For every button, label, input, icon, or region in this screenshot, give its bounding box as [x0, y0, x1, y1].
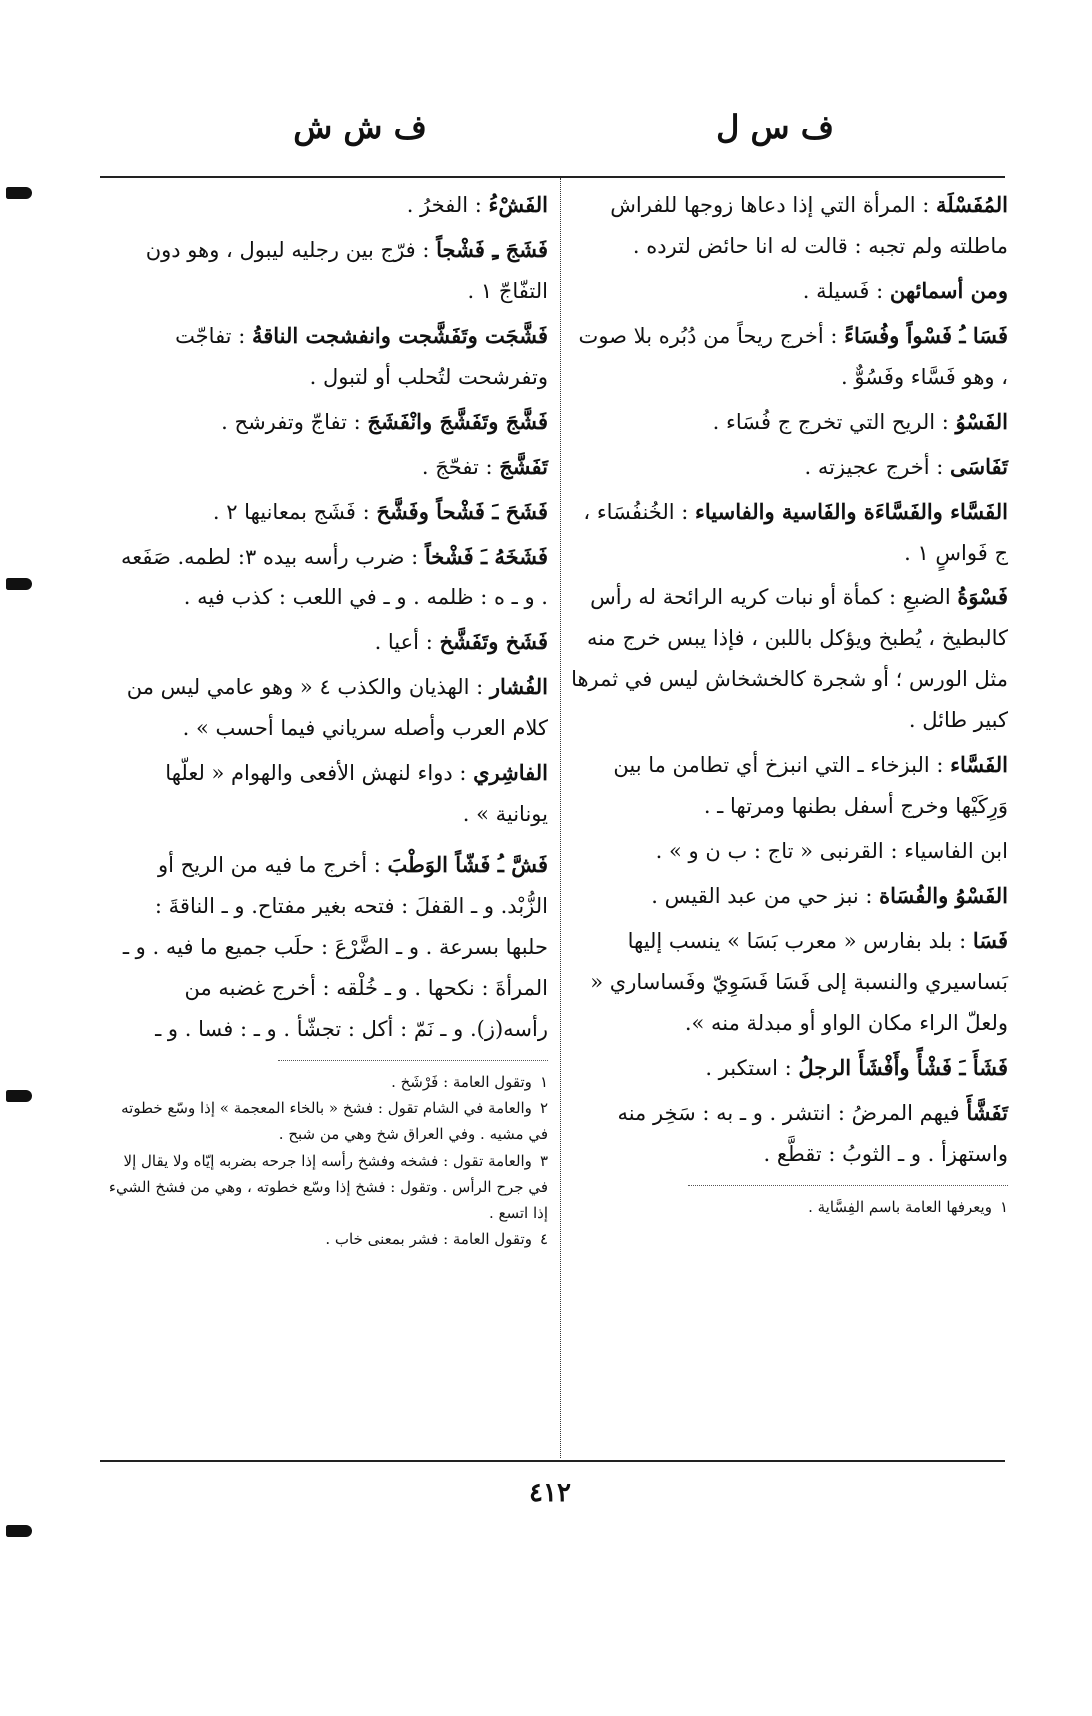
entry-headword: الفَسَّاء — [950, 752, 1008, 778]
footnote-number: ١ — [539, 1072, 548, 1091]
entry — [568, 745, 1008, 827]
entry — [108, 230, 548, 312]
left-column — [108, 185, 548, 1253]
entry — [568, 1093, 1008, 1175]
entry-definition: : البزخاء ـ التي انبزخ أي تطامن ما بين وَرِكَيْها وخرج أسفل بطنها ومرتها ـ . — [613, 753, 1008, 819]
entry-definition: : الخُنفُسَاء ، ج فَواسٍ ١ . — [583, 499, 1008, 565]
entry-definition: : فَسيلة . — [802, 278, 890, 303]
entry — [568, 447, 1008, 488]
entry-headword: تَفَشَّجَ — [499, 453, 548, 479]
entry-headword: الفَسَّاء والفَسَّاءَة والفَاسية والفاسياء — [695, 498, 1008, 524]
footnote — [108, 1148, 548, 1227]
entry-definition: : فرّج بين رجليه ليبول ، وهو دون التفّاجّ ١ . — [145, 237, 548, 303]
entry-definition: : الفخرُ . — [406, 193, 489, 217]
margin-mark — [6, 1525, 32, 1537]
entry — [568, 577, 1008, 741]
entry-definition: الضبعِ : كمأة أو نبات كريه الرائحة له رأس كالبطيخ ، يُطبخ ويؤكل باللبن ، فإذا يبس خرج منه مثل الورس ؛ أو شجرة كالخشخاش ليس في ثمرها كبير طائل . — [571, 585, 1008, 733]
entry-definition: : المرأة التي إذا دعاها زوجها للفراش ماطلته ولم تجبه : قالت له انا حائض لترده . — [610, 193, 1008, 258]
entry — [108, 492, 548, 533]
footnote — [108, 1095, 548, 1148]
entry-definition: : تفاجّت وتفرشحت لتُحلب أو لتبول . — [175, 323, 548, 389]
entry — [108, 667, 548, 749]
top-rule — [100, 176, 1005, 178]
entry-headword: المُفَسْلَة — [936, 192, 1008, 217]
entry-headword: تَفَاسَى — [950, 453, 1008, 479]
footnote-number: ٤ — [539, 1230, 548, 1249]
entry-definition: : ضرب رأسه بيده ٣: لطمه. صَفَعه . و ـ ه : ظلمه . و ـ في اللعب : كذب فيه . — [120, 544, 548, 610]
entry — [568, 831, 1008, 872]
entry-definition: : الهذيان والكذب ٤ « وهو عامي ليس من كلام العرب وأصله سرياني فيما أحسب » . — [126, 675, 548, 741]
footnote-text: ويعرفها العامة باسم الفِسَّاية . — [808, 1197, 992, 1216]
footnote-separator — [278, 1060, 548, 1061]
entry-headword: فَشَّجَت وتَفَشَّجت وانفشجت الناقةُ — [251, 322, 548, 348]
bottom-rule — [100, 1460, 1005, 1462]
entry — [108, 185, 548, 226]
margin-mark — [6, 187, 32, 199]
footnote-number: ١ — [999, 1197, 1008, 1216]
entry-definition: : نبز حي من عبد القيس . — [651, 884, 880, 908]
entry — [568, 492, 1008, 574]
entry-definition: : أخرج ريحاً من دُبُره بلا صوت ، وهو فَسَّاء وفَسُوٌّ . — [578, 323, 1008, 389]
entry-definition: : الريح التي تخرج ج فُسَاء . — [712, 409, 956, 434]
entry-definition: : تفحّجَ . — [421, 454, 500, 479]
entry-definition: : أخرج عجيزته . — [804, 454, 951, 479]
page-header-left: ف ش ش — [293, 108, 427, 146]
entry-definition: : أعيا . — [374, 630, 440, 655]
entry-headword: الفُشار — [489, 674, 548, 700]
footnote-number: ٢ — [539, 1099, 548, 1117]
entry — [568, 1048, 1008, 1089]
entry — [108, 845, 548, 1050]
margin-mark — [6, 1090, 32, 1102]
entry — [108, 316, 548, 398]
footnote — [568, 1194, 1008, 1220]
margin-mark — [6, 578, 32, 590]
entry-headword: فَشَخَهُ ـَ فَشْخاً — [424, 543, 548, 569]
entry — [108, 402, 548, 443]
entry-headword: ومن أسمائهن — [889, 277, 1008, 303]
entry — [108, 537, 548, 619]
entry-headword: الفَشْءُ — [488, 192, 548, 217]
entry — [568, 185, 1008, 267]
entry-headword: الفاشِري — [473, 760, 548, 786]
page-header-right: ف س ل — [716, 108, 834, 146]
footnote-text: والعامة تقول : فشخه وفشخ رأسه إذا جرحه بضربه إيّاه ولا يقال إلا في جرح الرأس . وتقول : فشخ إذا وسّع خطوته ، وهي من فشخ الشيء إذا اتسع . — [108, 1151, 548, 1222]
page-number: ٤١٢ — [529, 1478, 571, 1508]
entry-definition: فيهم المرضُ : انتشر . و ـ به : سَخِر منه واستهزأ . و ـ الثوبُ : تقطَّع . — [617, 1100, 1008, 1166]
entry-definition: : أخرج ما فيه من الريح أو الزُّبْد. و ـ القفلَ : فتحه بغير مفتاح. و ـ الناقةَ : حلبها بسرعة . و ـ الضَّرْعَ : حلَب جميع ما فيه . و ـ المرأةَ : نكحها . و ـ خُلْقه : أخرج غضبه من رأسه(ز). و ـ نَمّ : أكل : تجشّأ . و ـ : فسا . و ـ — [122, 853, 548, 1041]
entry — [108, 753, 548, 835]
footnote-text: وتقول العامة : فشر بمعنى خاب . — [325, 1230, 532, 1249]
entry-definition: ابن الفاسياء : القرنبى « تاج : ب ن و » . — [655, 839, 1008, 864]
footnote — [108, 1069, 548, 1095]
entry — [568, 316, 1008, 398]
entry-definition: : فَشَج بمعانيها ٢ . — [212, 499, 377, 524]
right-column — [568, 185, 1008, 1220]
footnote-separator — [688, 1185, 1008, 1186]
entry-definition: : بلد بفارس « معرب بَسَا » ينسب إليها بَساسيري والنسبة إلى فَسَا فَسَوِيّ وفَساساري « ولعلّ الراء مكان الواو أو مبدلة منه ». — [590, 928, 1008, 1035]
entry-definition: : تفاجّ وتفرشح . — [221, 409, 368, 434]
entry-headword: فَسْوَةُ — [957, 584, 1008, 610]
entry — [108, 447, 548, 488]
entry-headword: فَشَأَ ـَ فَشْأً وأَفْشَأَ الرجلُ — [798, 1054, 1008, 1080]
entry — [568, 271, 1008, 312]
entry — [568, 876, 1008, 917]
entry-headword: الفَسْوُ والفُسَاة — [879, 883, 1008, 908]
entry-definition: : دواء لنهش الأفعى والهوام « لعلّها يونانية » . — [165, 761, 548, 827]
entry — [108, 622, 548, 663]
footnote-text: وتقول العامة : فَرْشَخ . — [391, 1072, 532, 1091]
entry — [568, 921, 1008, 1044]
entry-headword: فَشَّ ـُ فَشّاً الوَطْبَ — [387, 852, 548, 878]
column-separator — [560, 178, 561, 1458]
entry-headword: فَشَحَ ـَ فَشْحاً وفَشَّحَ — [376, 498, 548, 524]
entry-headword: فَشَّجَ وتَفَشَّجَ وانْفَشَجَ — [367, 408, 548, 434]
entry-headword: فَسَا ـُ فَسْواً وفُسَاءً — [844, 322, 1008, 348]
entry-headword: تَفَشَّأَ — [966, 1099, 1008, 1125]
entry-definition: : استكبر . — [705, 1055, 799, 1080]
entry-headword: الفَسْوُ — [955, 408, 1008, 434]
entry-headword: فَشَجَ ـِ فَشْجاً — [436, 236, 548, 262]
footnote — [108, 1226, 548, 1252]
footnote-number: ٣ — [539, 1151, 548, 1170]
footnote-text: والعامة في الشام تقول : فشخ « بالخاء المعجمة » إذا وسّع خطوته في مشيه . وفي العراق شخ وهي من شبح . — [121, 1099, 548, 1144]
entry-headword: فَسَا — [972, 927, 1008, 953]
entry-headword: فَشَخ وتَفَشَّخ — [439, 629, 548, 655]
entry — [568, 402, 1008, 443]
